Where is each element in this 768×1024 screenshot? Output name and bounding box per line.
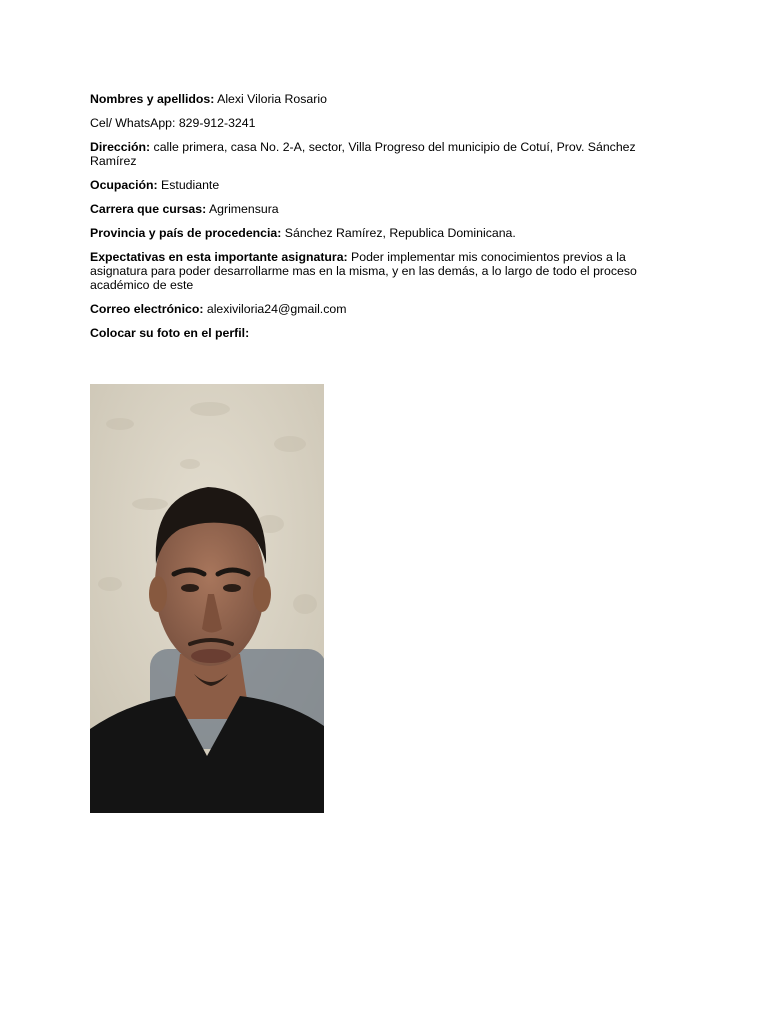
field-occupation (90, 178, 670, 192)
field-label: Carrera que cursas: (90, 202, 207, 216)
field-label: Nombres y apellidos: (90, 92, 215, 106)
profile-form (90, 92, 670, 350)
profile-photo (90, 384, 324, 813)
field-label: Provincia y país de procedencia: (90, 226, 282, 240)
field-expectations (90, 250, 670, 292)
field-value: alexiviloria24@gmail.com (203, 302, 347, 316)
field-photo-prompt (90, 326, 670, 340)
field-phone (90, 116, 670, 130)
field-email (90, 302, 670, 316)
field-value: Agrimensura (206, 202, 279, 216)
field-label: Dirección: (90, 140, 151, 154)
field-address (90, 140, 670, 168)
field-label: Ocupación: (90, 178, 158, 192)
field-value: Poder implementar mis conocimientos previos a la asignatura para poder desarrollarme mas en la misma, y en las demás, a lo largo de todo el proceso académico de este (90, 250, 637, 292)
field-label: Colocar su foto en el perfil: (90, 326, 250, 340)
field-origin (90, 226, 670, 240)
profile-photo-image (90, 384, 324, 813)
field-name (90, 92, 670, 106)
field-value: Alexi Viloria Rosario (214, 92, 327, 106)
field-career (90, 202, 670, 216)
field-label: Correo electrónico: (90, 302, 204, 316)
field-label: Expectativas en esta importante asignatura: (90, 250, 348, 264)
field-value: Estudiante (157, 178, 220, 192)
field-value: calle primera, casa No. 2-A, sector, Villa Progreso del municipio de Cotuí, Prov. Sánchez Ramírez (90, 140, 636, 168)
field-value: Cel/ WhatsApp: 829-912-3241 (90, 116, 256, 130)
field-value: Sánchez Ramírez, Republica Dominicana. (281, 226, 516, 240)
